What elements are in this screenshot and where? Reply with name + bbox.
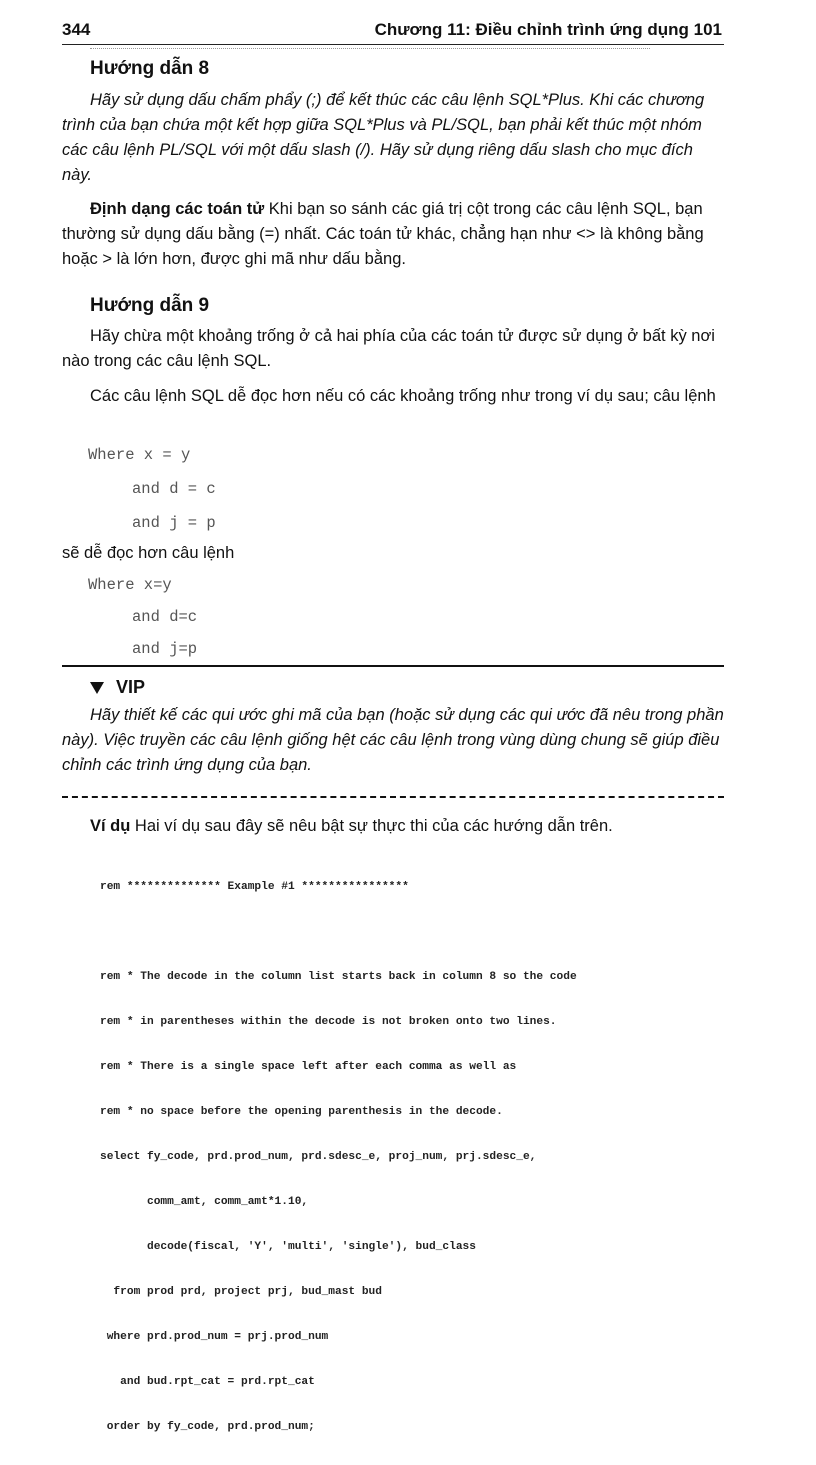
example-text: Hai ví dụ sau đây sẽ nêu bật sự thực thi của các hướng dẫn trên. <box>130 817 613 835</box>
code-line: rem * no space before the opening parenthesis in the decode. <box>100 1106 503 1118</box>
guide-8-heading: Hướng dẫn 8 <box>90 58 210 79</box>
vip-heading <box>90 677 145 698</box>
vip-text: Hãy thiết kế các qui ước ghi mã của bạn (hoặc sử dụng các qui ước đã nêu trong phần này). Việc truyền các câu lệnh giống hệt các câu lệnh trong vùng dùng chung sẽ giúp điều chỉnh các trình ứng dụng của bạn. <box>62 706 724 774</box>
code-line: and bud.rpt_cat = prd.rpt_cat <box>100 1376 315 1388</box>
code-line: comm_amt, comm_amt*1.10, <box>100 1196 309 1208</box>
code-line: rem * The decode in the column list starts back in column 8 so the code <box>100 971 577 983</box>
code-line: where prd.prod_num = prj.prod_num <box>100 1331 329 1343</box>
code-line: Where x = y <box>88 446 191 464</box>
operators-paragraph <box>62 197 724 272</box>
code-line: Where x=y <box>88 576 172 594</box>
operators-label: Định dạng các toán tử <box>90 200 265 218</box>
code-line: rem ************** Example #1 **************** <box>100 881 409 893</box>
code-line: from prod prd, project prj, bud_mast bud <box>100 1286 382 1298</box>
page-header <box>62 20 724 44</box>
guide-8-text: Hãy sử dụng dấu chấm phẩy (;) để kết thúc các câu lệnh SQL*Plus. Khi các chương trình của bạn chứa một kết hợp giữa SQL*Plus và PL/SQL, bạn phải kết thúc một nhóm các câu lệnh PL/SQL với một dấu slash (/). Hãy sử dụng riêng dấu slash cho mục đích này. <box>62 91 705 184</box>
guide-9-heading: Hướng dẫn 9 <box>90 295 210 316</box>
code-line: and j=p <box>132 640 198 658</box>
header-rule <box>62 44 724 45</box>
chapter-title: Chương 11: Điều chỉnh trình ứng dụng 101 <box>374 20 722 39</box>
example-code-block <box>100 850 577 1465</box>
example-label: Ví dụ <box>90 817 131 835</box>
code-line: and j = p <box>132 514 216 532</box>
vip-title: VIP <box>116 677 146 697</box>
operators-text: Khi bạn so sánh các giá trị cột trong các câu lệnh SQL, bạn thường sử dụng dấu bằng (=) nhất. Các toán tử khác, chẳng hạn như <> là không bằng hoặc > là lớn hơn, được ghi mã như dấu bằng. <box>62 200 704 268</box>
vip-top-rule <box>62 665 724 667</box>
code-line: order by fy_code, prd.prod_num; <box>100 1421 315 1433</box>
code-line: rem * in parentheses within the decode is not broken onto two lines. <box>100 1016 557 1028</box>
code-line: select fy_code, prd.prod_num, prd.sdesc_e, proj_num, prj.sdesc_e, <box>100 1151 537 1163</box>
page-number: 344 <box>62 20 91 39</box>
example-intro <box>62 814 724 839</box>
header-rule-dotted <box>90 48 650 49</box>
code-line: rem * There is a single space left after each comma as well as <box>100 1061 517 1073</box>
guide-9-text-2: Các câu lệnh SQL dễ đọc hơn nếu có các khoảng trống như trong ví dụ sau; câu lệnh <box>90 387 716 405</box>
guide-9-between-text: sẽ dễ đọc hơn câu lệnh <box>62 544 235 562</box>
guide-9-text-1: Hãy chừa một khoảng trống ở cả hai phía của các toán tử được sử dụng ở bất kỳ nơi nào trong các câu lệnh SQL. <box>62 327 715 370</box>
code-line: and d = c <box>132 480 216 498</box>
vip-bottom-rule <box>62 796 724 798</box>
code-line: decode(fiscal, 'Y', 'multi', 'single'), bud_class <box>100 1241 476 1253</box>
code-line: and d=c <box>132 608 198 626</box>
triangle-down-icon <box>90 682 104 694</box>
code-line <box>100 925 577 940</box>
